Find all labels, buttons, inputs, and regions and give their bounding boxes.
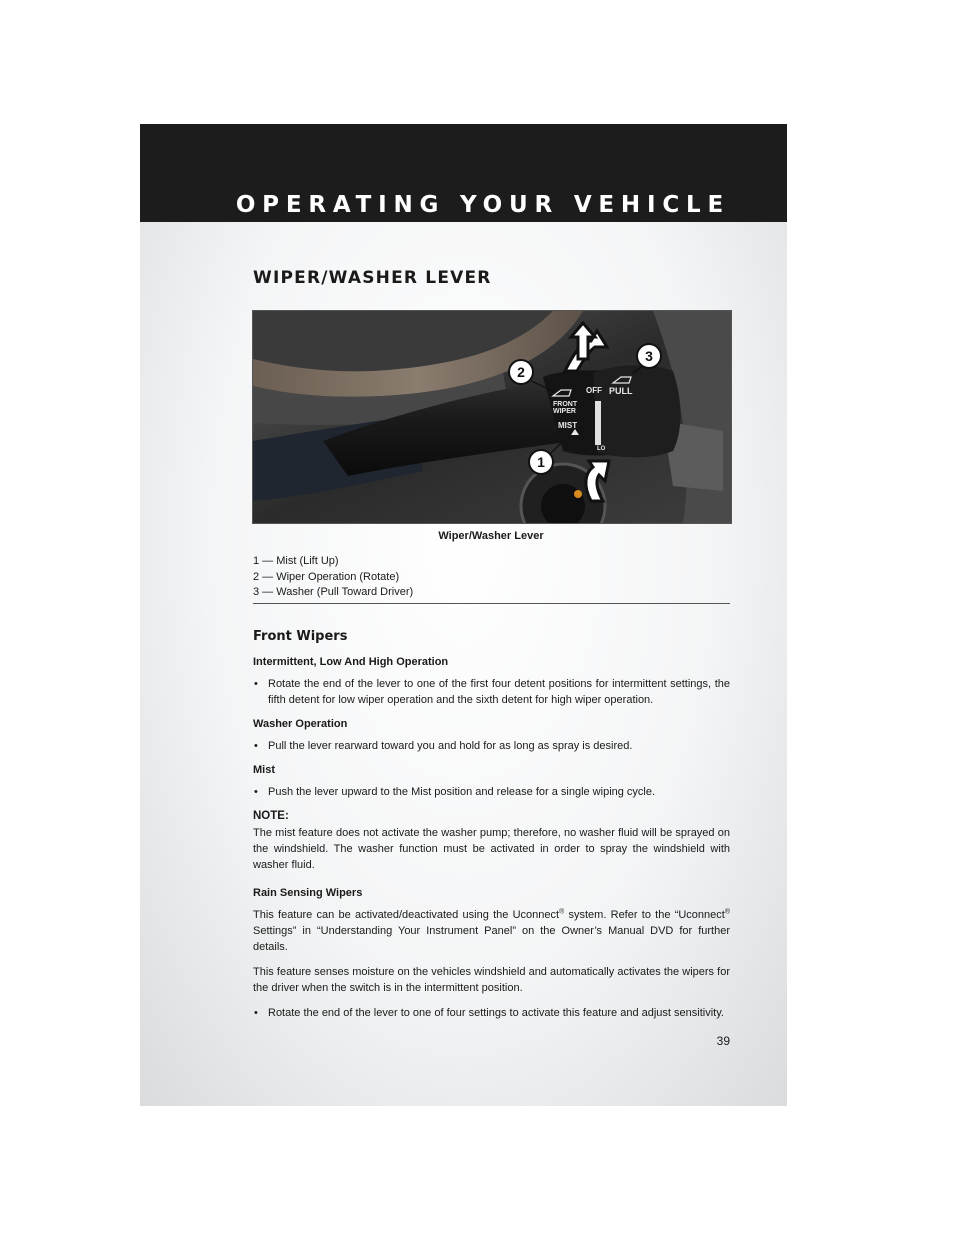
front-wiper-label-2: WIPER [553,408,576,415]
mist-bullet-text: Push the lever upward to the Mist position and release for a single wiping cycle. [268,786,656,798]
legend-item-mist: 1 — Mist (Lift Up) [253,555,339,567]
callout-3 [637,344,661,368]
front-wiper-label-1: FRONT [553,401,578,408]
bullet-mark: • [254,678,258,690]
rain-sensing-text-b: system. Refer to the “Uconnect [564,909,725,921]
rain-sensing-heading: Rain Sensing Wipers [253,887,363,899]
rain-sensing-bullet-text: Rotate the end of the lever to one of four settings to activate this feature and adjust sensitivity. [268,1007,724,1019]
registered-mark: ® [559,908,565,916]
rain-sensing-para-2: This feature senses moisture on the vehicles windshield and automatically activates the wipers for the driver when the switch is in the intermittent position. [253,966,730,994]
lo-label: LO [597,446,606,452]
figure-legend [253,554,730,601]
washer-bullet-text: Pull the lever rearward toward you and hold for as long as spray is desired. [268,740,633,752]
rain-sensing-text-c: Settings” in “Understanding Your Instrument Panel” on the Owner’s Manual DVD for further details. [253,925,730,953]
bullet-mark: • [254,1007,258,1019]
front-wipers-section [253,629,730,1029]
legend-divider [253,603,730,604]
wiper-lever-photo [252,310,732,524]
off-label: OFF [586,386,602,395]
registered-mark: ® [724,908,731,916]
bullet-mark: • [254,786,258,798]
wiper-lever-illustration [253,311,731,523]
callout-1 [529,450,553,474]
callout-2 [509,360,533,384]
page-number: 39 [716,1034,730,1048]
legend-item-wiper-operation: 2 — Wiper Operation (Rotate) [253,570,400,583]
intermittent-bullet [253,676,730,708]
rain-sensing-text-a: This feature can be activated/deactivated using the Uconnect [253,909,560,921]
manual-page [140,124,787,1106]
rain-sensing-bullet [253,1005,730,1021]
rain-sensing-para-1 [253,907,730,955]
front-wipers-heading: Front Wipers [253,629,348,644]
chapter-title: OPERATING YOUR VEHICLE [235,192,730,218]
mist-heading: Mist [253,764,275,776]
pull-label: PULL [609,386,633,396]
note-text: The mist feature does not activate the washer pump; therefore, no washer fluid will be sprayed on the windshield. The washer function must be activated in order to spray the windshield with washer fluid. [253,827,730,871]
intermittent-heading: Intermittent, Low And High Operation [253,656,449,668]
figure-caption: Wiper/Washer Lever [438,530,544,542]
note-label: NOTE: [253,810,289,822]
bullet-mark: • [254,740,258,752]
svg-text:2: 2 [517,364,525,380]
intermittent-bullet-text: Rotate the end of the lever to one of the first four detent positions for intermittent settings, the fifth detent for low wiper operation and the sixth detent for high wiper operation. [268,678,730,706]
washer-bullet [253,738,730,754]
mist-bullet [253,784,730,800]
section-title: WIPER/WASHER LEVER [253,268,492,288]
chapter-header-band [140,124,787,222]
legend-item-washer: 3 — Washer (Pull Toward Driver) [253,586,414,598]
svg-text:1: 1 [537,454,545,470]
svg-text:3: 3 [645,348,653,364]
mist-label: MIST [558,421,578,430]
washer-heading: Washer Operation [253,718,348,730]
